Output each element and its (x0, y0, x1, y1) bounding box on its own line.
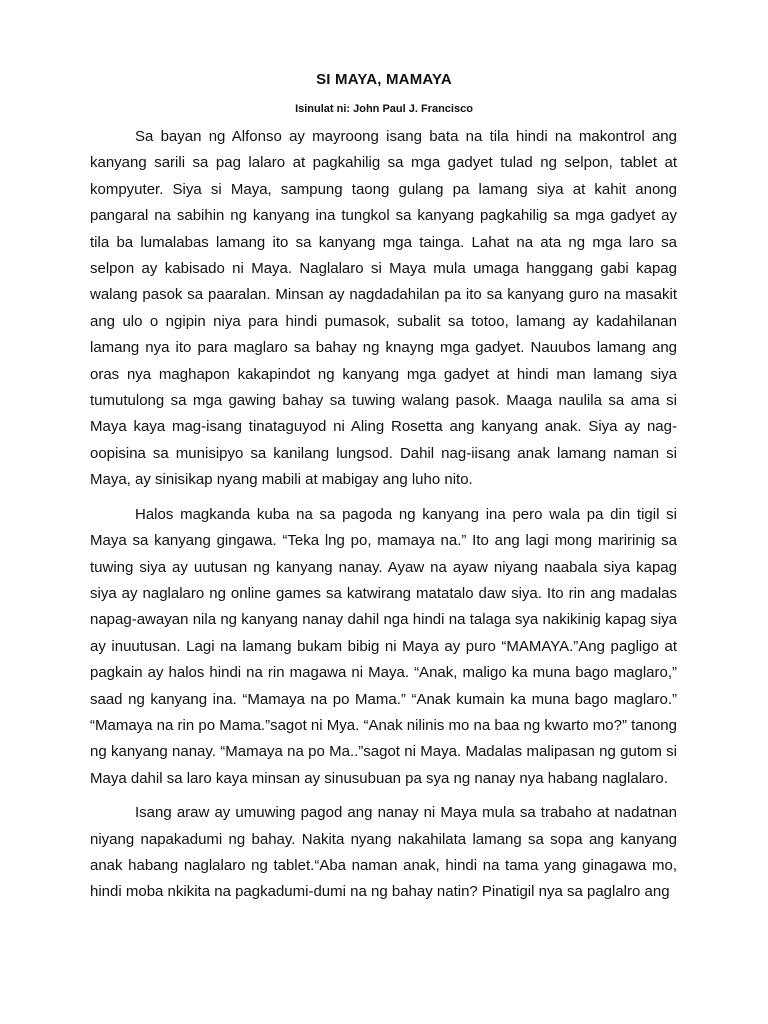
story-body (90, 124, 677, 914)
author-line: Isinulat ni: John Paul J. Francisco (295, 103, 473, 115)
paragraph-3: Isang araw ay umuwing pagod ang nanay ni Maya mula sa trabaho at nadatnan niyang napakadumi ng bahay. Nakita nyang nakahilata lamang sa sopa ang kanyang anak habang naglalaro ng tablet.“Aba naman anak, hindi na tama yang ginagawa mo, hindi moba nkikita na pagkadumi-dumi na ng bahay natin? Pinatigil nya sa paglalro ang (90, 804, 677, 901)
story-title: SI MAYA, MAMAYA (316, 71, 452, 88)
paragraph-2: Halos magkanda kuba na sa pagoda ng kanyang ina pero wala pa din tigil si Maya sa kanyang gingawa. “Teka lng po, mamaya na.” Ito ang lagi mong maririnig sa tuwing siya ay uutusan ng kanyang nanay. Ayaw na ayaw niyang naabala siya kapag siya ay naglalaro ng online games sa katwirang matatalo daw siya. Ito rin ang madalas napag-awayan nila ng kanyang nanay dahil nga hindi na talaga sya nakikinig kapag siya ay inuutusan. Lagi na lamang bukam bibig ni Maya ay puro “MAMAYA.”Ang pagligo at pagkain ay halos hindi na rin magawa ni Maya. “Anak, maligo ka muna bago maglaro,” saad ng kanyang ina. “Mamaya na po Mama.” “Anak kumain ka muna bago maglaro.” “Mamaya na rin po Mama.”sagot ni Mya. “Anak nilinis mo na baa ng kwarto mo?” tanong ng kanyang nanay. “Mamaya na po Ma..”sagot ni Maya. Madalas malipasan ng gutom si Maya dahil sa laro kaya minsan ay sinusubuan pa sya ng nanay nya habang naglalaro. (90, 505, 677, 787)
paragraph-1: Sa bayan ng Alfonso ay mayroong isang bata na tila hindi na makontrol ang kanyang sarili sa pag lalaro at pagkahilig sa mga gadyet tulad ng selpon, tablet at kompyuter. Siya si Maya, sampung taong gulang pa lamang siya at kahit anong pangaral na sabihin ng kanyang ina tungkol sa kanyang pagkahilig sa mga gadyet ay tila ba lumalabas lamang ito sa kanyang mga tainga. Lahat na ata ng mga laro sa selpon ay kabisado ni Maya. Naglalaro si Maya mula umaga hanggang gabi kapag walang pasok sa paaralan. Minsan ay nagdadahilan pa ito sa kanyang guro na masakit ang ulo o ngipin niya para hindi pumasok, subalit sa totoo, lamang ay kadahilanan lamang nya ito para maglaro sa bahay ng knayng mga gadyet. Nauubos lamang ang oras nya maghapon kakapindot ng kanyang mga gadyet at hindi man lamang siya tumutulong sa mga gawing bahay sa tuwing walang pasok. Maaga naulila sa ama si Maya kaya mag-isang tinataguyod ni Aling Rosetta ang kanyang anak. Siya ay nag-oopisina sa munisipyo sa kanilang lungsod. Dahil nag-iisang anak lamang naman si Maya, ay sinisikap nyang mabili at mabigay ang luho nito. (90, 128, 677, 489)
